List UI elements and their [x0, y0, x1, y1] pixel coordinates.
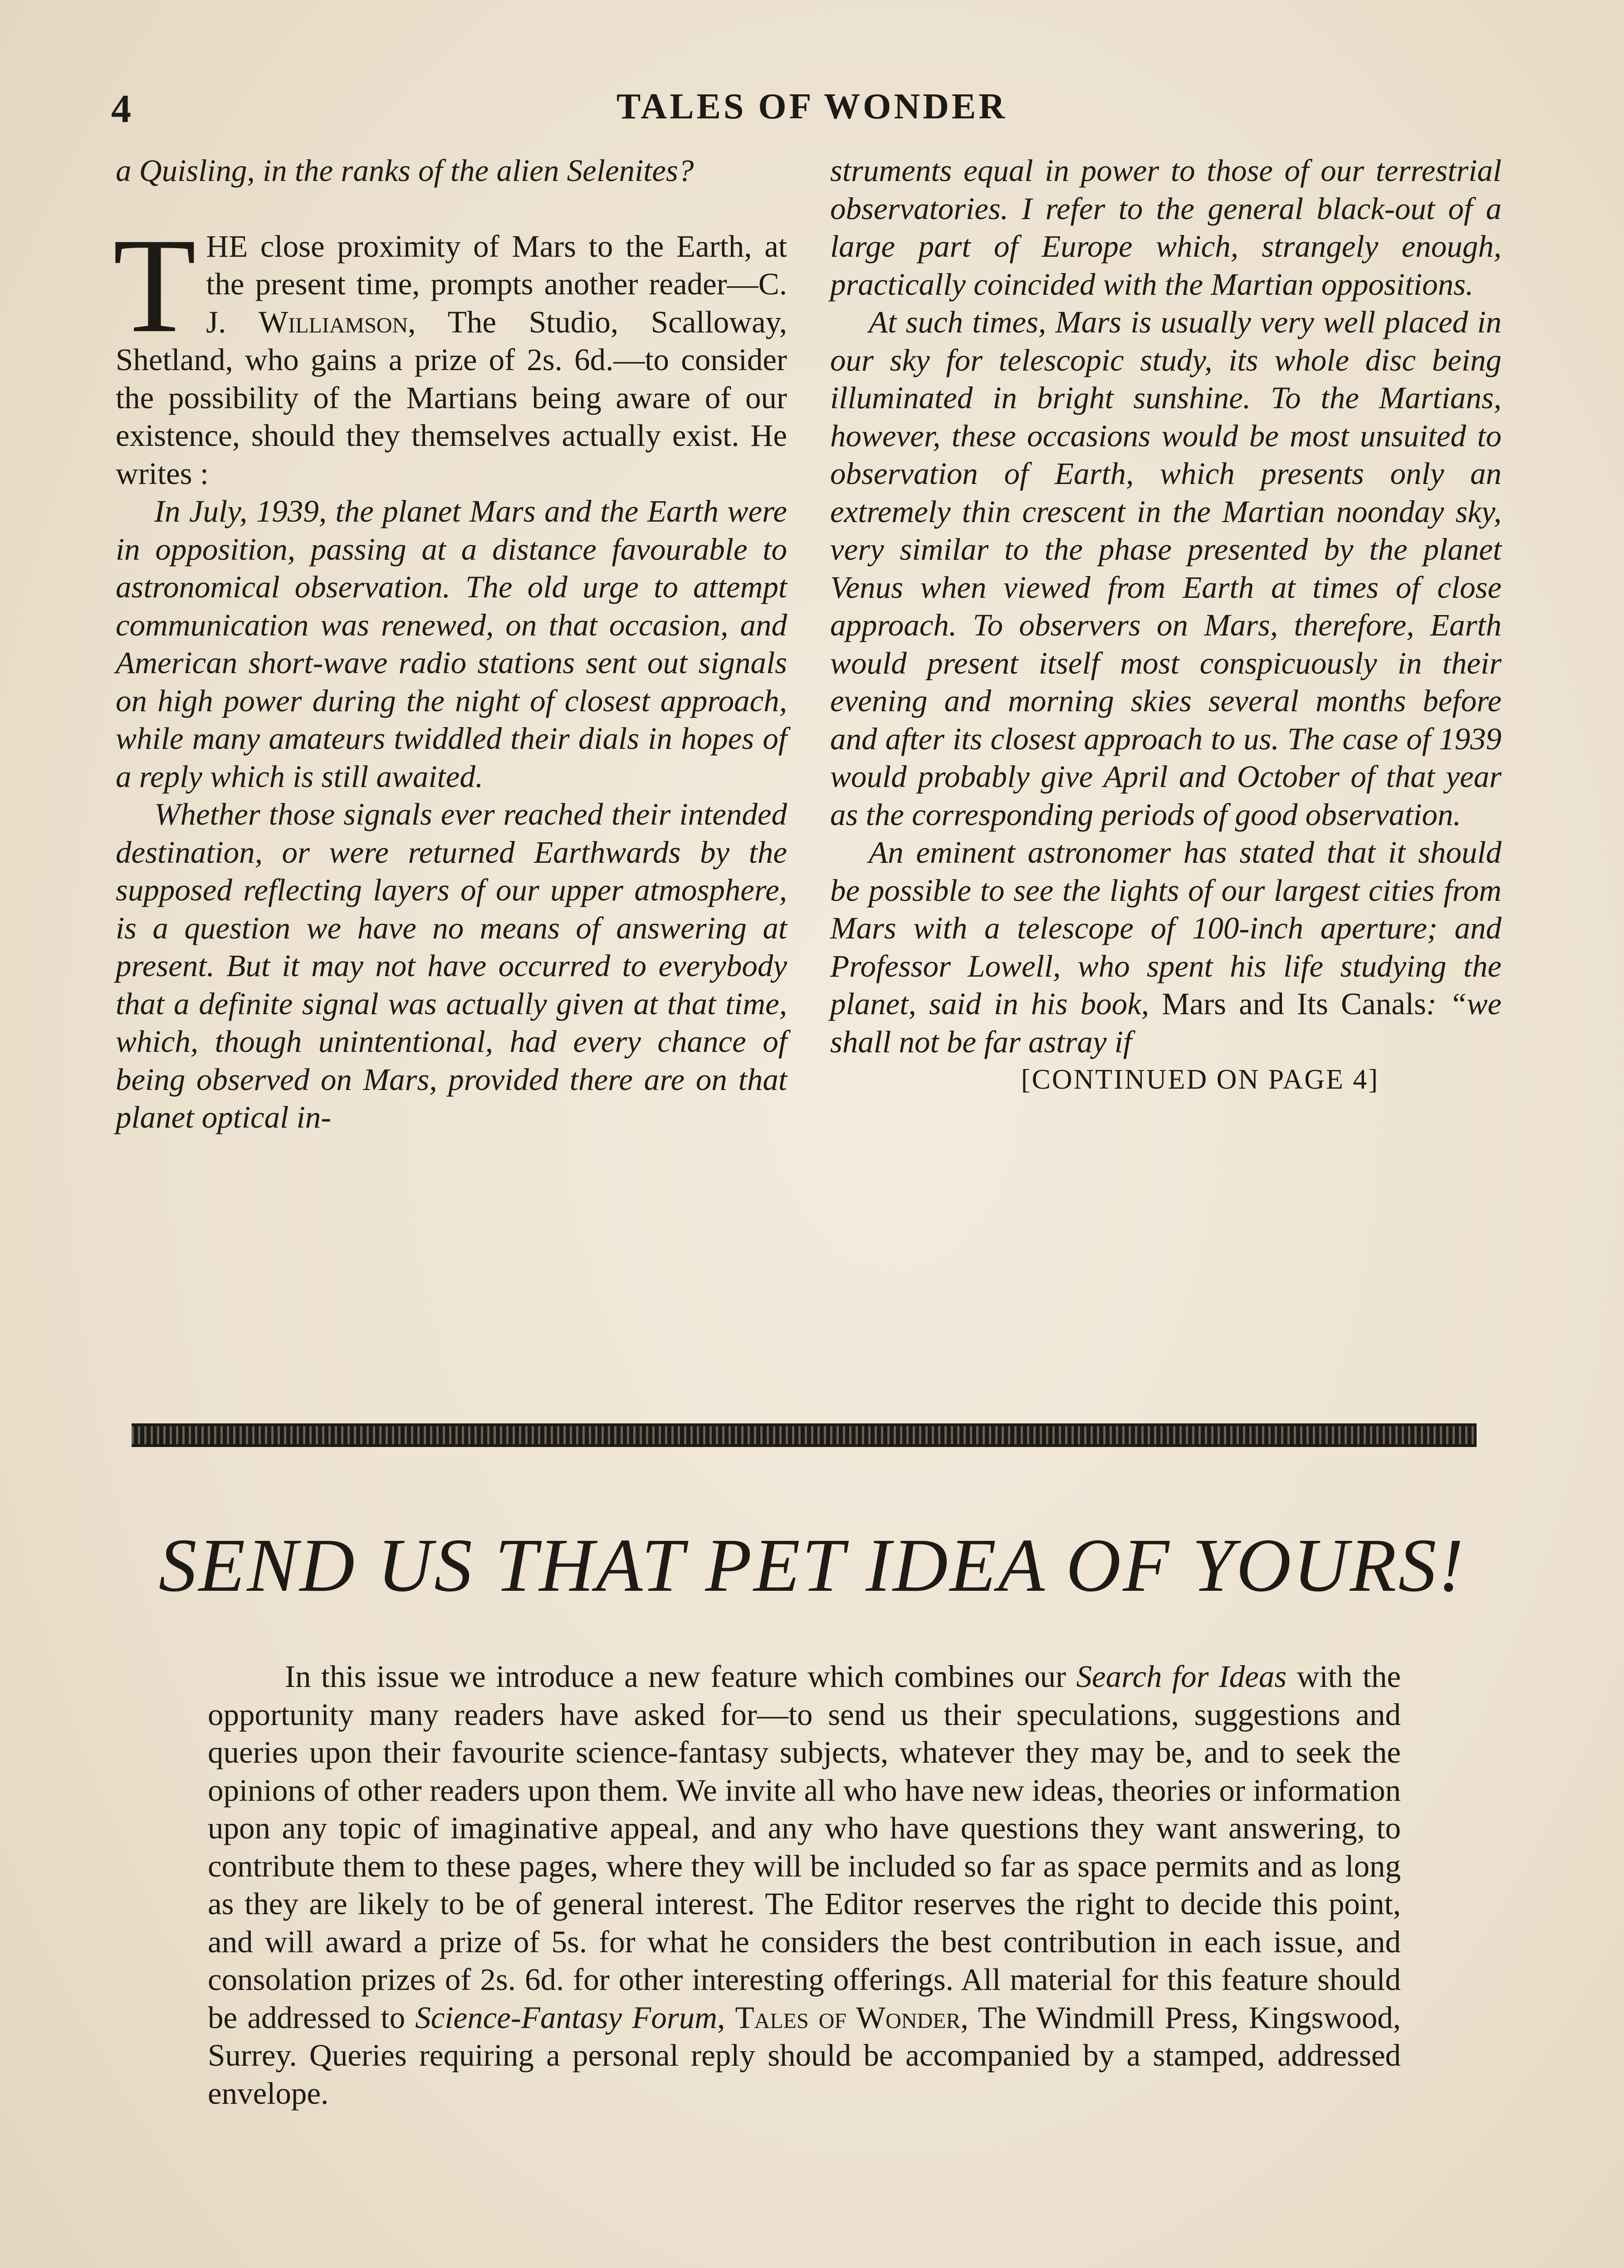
right-column [830, 152, 1502, 1099]
left-paragraph-4: Whether those signals ever reached their intended destination, or were returned Earthwards by the supposed reflecting layers of our upper atmosphere, is a question we have no means of answering at present. But it may not have occurred to everybody that a definite signal was actually given at that time, which, though unintentional, had every chance of being observed on Mars, provided there are on that planet optical in- [116, 797, 787, 1134]
page-number: 4 [111, 87, 131, 131]
page-header [0, 86, 1624, 136]
forum-body [208, 1658, 1401, 2112]
forum-italic-1: Search for Ideas [1076, 1659, 1287, 1694]
left-paragraph-2-text-a: HE close proximity of Mars to the Earth, at the present time, prompts another reader—C. J. [206, 229, 787, 339]
reader-name: Williamson [259, 304, 408, 339]
decorative-rule-top [132, 1423, 1477, 1447]
left-paragraph-2-text-b: , The Studio, Scalloway, Shetland, who gains a prize of 2s. 6d.—to consider the possibility of the Martians being aware of our existence, should they themselves actually exist. He writes : [116, 304, 787, 491]
left-paragraph-3: In July, 1939, the planet Mars and the Earth were in opposition, passing at a distance favourable to astronomical observation. The old urge to attempt communication was renewed, on that occasion, and American short-wave radio stations sent out signals on high power during the night of closest approach, while many amateurs twiddled their dials in hopes of a reply which is still awaited. [116, 494, 787, 794]
right-paragraph-3-text-a: An eminent astronomer has stated that it should be possible to see the lights of our largest cities from Mars with a telescope of 100-inch aperture; and Professor Lowell, who spent his life studying the planet, said in his book, [830, 835, 1502, 1021]
forum-title: SEND US THAT PET IDEA OF YOURS! [158, 1523, 1466, 1608]
forum-text-1: In this issue we introduce a new feature which combines our [285, 1659, 1076, 1694]
book-title: Mars and Its Canals [1162, 987, 1426, 1021]
left-column [113, 152, 787, 1137]
running-head: TALES OF WONDER [616, 87, 1008, 127]
right-paragraph-1: struments equal in power to those of our terrestrial observatories. I refer to the general black-out of a large part of Europe which, strangely enough, practically coincided with the Martian oppositions. [830, 153, 1502, 302]
right-paragraph-2: At such times, Mars is usually very well placed in our sky for telescopic study, its whole disc being illuminated in bright sunshine. To the Martians, however, these occasions would be most unsuited to observation of Earth, which presents only an extremely thin crescent in the Martian noonday sky, very similar to the phase presented by the planet Venus when viewed from Earth at times of close approach. To observers on Mars, therefore, Earth would present itself most conspicuously in their evening and morning skies several months before and after its closest approach to us. The case of 1939 would probably give April and October of that year as the corresponding periods of good observation. [830, 305, 1502, 832]
forum-italic-2: Science-Fantasy Forum [415, 2000, 718, 2035]
forum-smallcaps: Tales of Wonder [735, 2000, 961, 2035]
right-paragraph-3 [830, 834, 1502, 1061]
continued-note: [CONTINUED ON PAGE 4] [1021, 1064, 1379, 1095]
drop-cap: T [113, 210, 196, 361]
forum-text-2: with the opportunity many readers have asked for—to send us their speculations, suggestions and queries upon their favourite science-fantasy subjects, whatever they may be, and to seek the opinions of other readers upon them. We invite all who have new ideas, theories or information upon any topic of imaginative appeal, and any who have questions they want answering, to contribute them to these pages, where they will be included so far as space permits and as long as they are likely to be of general interest. The Editor reserves the right to decide this point, and will award a prize of 5s. for what he considers the best contribution in each issue, and consolation prizes of 2s. 6d. for other interesting offerings. All material for this feature should be addressed to [208, 1659, 1401, 2035]
left-paragraph-2 [113, 210, 787, 493]
right-paragraph-3-text-b: : “we shall not be far astray if [830, 987, 1502, 1059]
left-paragraph-1: a Quisling, in the ranks of the alien Selenites? [116, 153, 694, 188]
forum-text-3: , [717, 2000, 735, 2035]
forum-text-4: , The Windmill Press, Kingswood, Surrey. Queries requiring a personal reply should be accompanied by a stamped, addressed envelope. [208, 2000, 1401, 2111]
